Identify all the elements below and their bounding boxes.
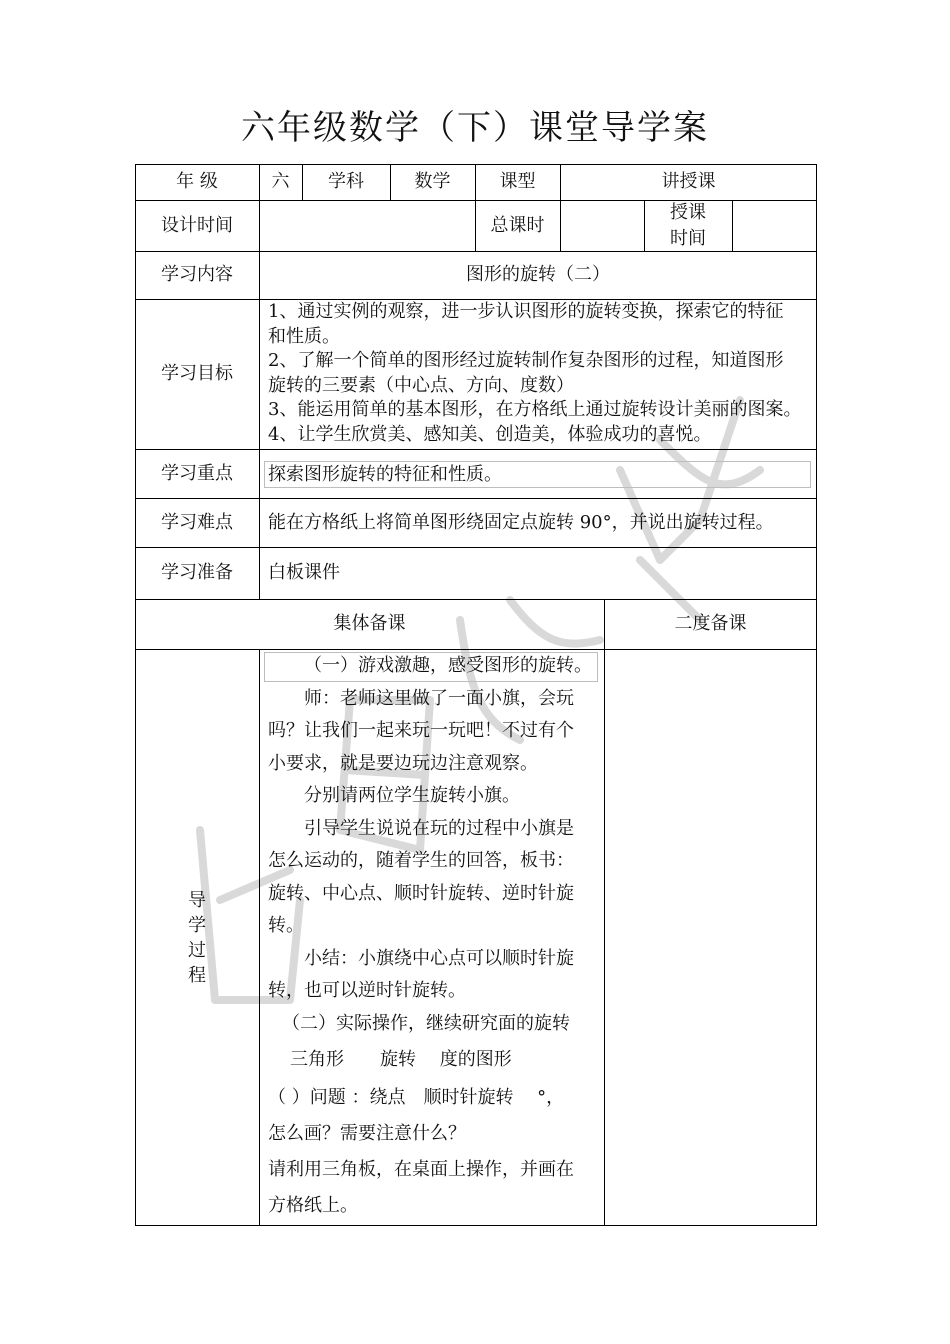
subject-label: 学科 — [328, 171, 364, 192]
goal-line: 旋转的三要素（中心点、方向、度数） — [268, 374, 574, 396]
grade-label: 年 级 — [176, 171, 218, 192]
process-line: 方格纸上。 — [268, 1195, 358, 1216]
focus-label: 学习重点 — [161, 462, 233, 484]
teach-time-label-line2: 时间 — [670, 227, 706, 249]
process-line: （ ）问题 ：绕点 顺时针旋转 °， — [268, 1087, 565, 1108]
process-line: 请利用三角板，在桌面上操作，并画在 — [268, 1159, 574, 1180]
process-line: 三角形 旋转 度的图形 — [290, 1049, 512, 1070]
design-time-label: 设计时间 — [161, 214, 233, 236]
goal-line: 和性质。 — [268, 325, 340, 347]
difficulty-value: 能在方格纸上将简单图形绕固定点旋转 90°，并说出旋转过程。 — [268, 512, 774, 533]
lesson-type-value: 讲授课 — [661, 171, 716, 192]
process-label-char: 学 — [188, 914, 206, 936]
total-hours-label: 总课时 — [490, 214, 545, 236]
process-line: 分别请两位学生旋转小旗。 — [304, 785, 520, 806]
process-line: 旋转、中心点、顺时针旋转、逆时针旋 — [268, 882, 574, 904]
process-line: （二）实际操作，继续研究面的旋转 — [282, 1012, 570, 1034]
total-hours-value[interactable] — [560, 200, 644, 251]
process-line: 师：老师这里做了一面小旗，会玩 — [304, 687, 574, 709]
lesson-type-label: 课型 — [499, 171, 536, 192]
goal-line: 1、通过实例的观察，进一步认识图形的旋转变换，探索它的特征 — [268, 301, 784, 322]
process-line: 小要求，就是要边玩边注意观察。 — [268, 752, 538, 774]
process-line: 转。 — [268, 915, 304, 936]
process-label-char: 程 — [188, 964, 206, 986]
process-line: 转，也可以逆时针旋转。 — [268, 980, 466, 1001]
content-label: 学习内容 — [161, 264, 233, 285]
process-label-char: 导 — [188, 889, 206, 911]
second-prep-header: 二度备课 — [674, 613, 747, 634]
process-line: 小结：小旗绕中心点可以顺时针旋 — [304, 947, 574, 969]
focus-value: 探索图形旋转的特征和性质。 — [268, 464, 502, 485]
process-label-char: 过 — [188, 939, 206, 961]
difficulty-label: 学习难点 — [161, 511, 233, 533]
grade-value: 六 — [271, 171, 290, 192]
prep-value: 白板课件 — [268, 562, 340, 583]
process-text — [268, 650, 598, 1224]
process-line: 怎么运动的，随着学生的回答，板书： — [268, 850, 574, 871]
process-line: 引导学生说说在玩的过程中小旗是 — [304, 817, 574, 839]
process-line: 怎么画？需要注意什么？ — [268, 1123, 466, 1144]
subject-value: 数学 — [414, 171, 451, 192]
goal-line: 3、能运用简单的基本图形，在方格纸上通过旋转设计美丽的图案。 — [268, 399, 802, 420]
goals-list — [268, 300, 813, 447]
goal-line: 4、让学生欣赏美、感知美、创造美，体验成功的喜悦。 — [268, 423, 712, 445]
goal-line: 2、了解一个简单的图形经过旋转制作复杂图形的过程，知道图形 — [268, 350, 784, 371]
teach-time-value[interactable] — [732, 200, 817, 251]
process-line: 吗？让我们一起来玩一玩吧！不过有个 — [268, 720, 574, 741]
process-label — [135, 649, 259, 1226]
process-line: （一）游戏激趣，感受图形的旋转。 — [304, 655, 592, 676]
goals-label: 学习目标 — [161, 363, 233, 384]
prep-label: 学习准备 — [161, 562, 233, 583]
design-time-value[interactable] — [259, 200, 475, 251]
teach-time-label-line1: 授课 — [670, 201, 706, 223]
content-value: 图形的旋转（二） — [466, 264, 610, 285]
group-prep-header: 集体备课 — [333, 613, 406, 634]
page-title: 六年级数学（下）课堂导学案 — [241, 108, 709, 148]
teach-time-label — [644, 200, 732, 251]
